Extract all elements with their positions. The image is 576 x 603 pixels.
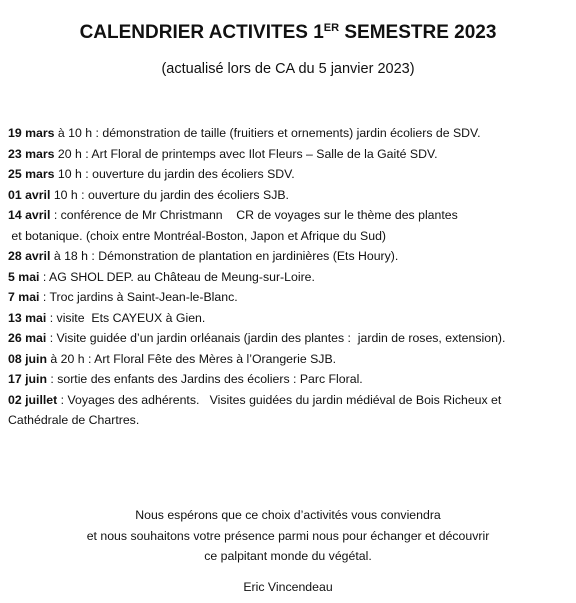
event-date: 01 avril [8,187,51,202]
event-date: 17 juin [8,372,47,386]
event-item [8,185,573,206]
closing-line: Nous espérons que ce choix d’activités vous conviendra [135,508,441,522]
event-description: : conférence de Mr Christmann CR de voyages sur le thème des plantes [50,208,458,222]
event-item [8,287,573,308]
page-title [0,22,576,44]
event-description: et botanique. (choix entre Montréal-Boston, Japon et Afrique du Sud) [8,228,387,243]
event-date: 28 avril [8,249,51,263]
event-item-continuation [8,226,573,247]
event-description: : Troc jardins à Saint-Jean-le-Blanc. [39,290,238,304]
event-item [8,205,573,226]
event-description: à 20 h : Art Floral Fête des Mères à l’Orangerie SJB. [46,351,337,366]
event-description: 10 h : ouverture du jardin des écoliers SDV. [54,167,295,181]
event-date: 14 avril [8,208,51,222]
event-description: : Visite guidée d’un jardin orléanais (jardin des plantes : jardin de roses, extension). [46,331,506,345]
event-description: à 18 h : Démonstration de plantation en jardinières (Ets Houry). [50,249,399,263]
event-date: 13 mai [8,310,47,325]
event-date: 5 mai [8,269,40,284]
signature: Eric Vincendeau [243,580,333,594]
event-date: 26 mai [8,331,47,345]
event-item [8,369,573,390]
event-date: 7 mai [8,290,40,304]
event-description: : AG SHOL DEP. au Château de Meung-sur-Loire. [39,269,315,284]
event-item [8,349,573,370]
event-item [8,267,573,288]
event-date: 02 juillet [8,392,58,407]
event-item [8,164,573,185]
event-item-continuation [8,410,573,431]
event-list [8,123,573,431]
event-item [8,123,573,144]
title-superscript: ER [323,22,340,34]
event-item [8,144,573,165]
event-description: 10 h : ouverture du jardin des écoliers SJB. [50,187,289,202]
event-description: : sortie des enfants des Jardins des écoliers : Parc Floral. [46,372,363,386]
event-date: 23 mars [8,146,55,161]
event-item [8,246,573,267]
title-main: CALENDRIER ACTIVITES 1 [79,22,324,43]
event-description: à 10 h : démonstration de taille (fruitiers et ornements) jardin écoliers de SDV. [54,126,481,140]
event-item [8,390,573,411]
event-item [8,308,573,329]
event-date: 19 mars [8,126,55,140]
event-date: 25 mars [8,167,55,181]
closing-message [0,505,576,567]
page-subtitle: (actualisé lors de CA du 5 janvier 2023) [161,61,415,77]
event-description: Cathédrale de Chartres. [8,413,140,427]
event-description: : Voyages des adhérents. Visites guidées du jardin médiéval de Bois Richeux et [57,392,502,407]
event-item [8,328,573,349]
event-description: : visite Ets CAYEUX à Gien. [46,310,206,325]
closing-line: ce palpitant monde du végétal. [204,549,372,563]
event-date: 08 juin [8,351,47,366]
closing-line: et nous souhaitons votre présence parmi nous pour échanger et découvrir [86,528,490,543]
event-description: 20 h : Art Floral de printemps avec Ilot Fleurs – Salle de la Gaité SDV. [54,146,438,161]
title-rest: SEMESTRE 2023 [339,22,497,43]
